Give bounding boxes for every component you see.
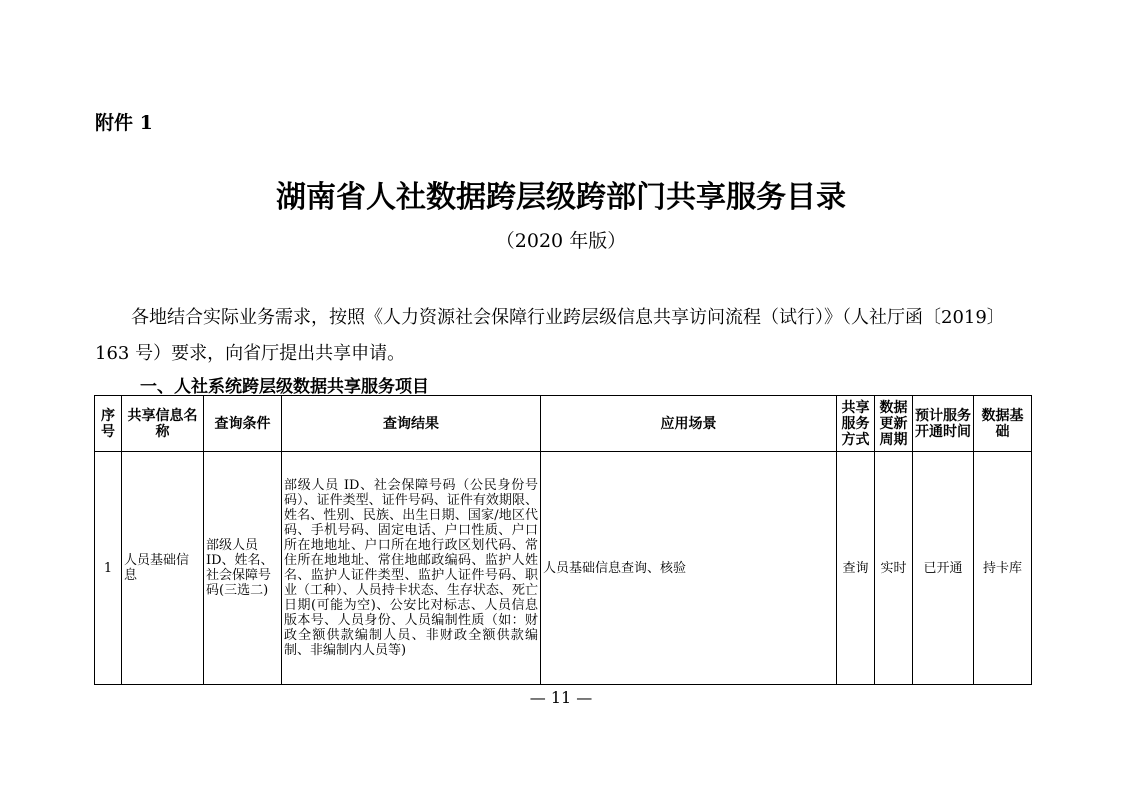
cell-method: 查询 [837, 452, 875, 685]
header-update: 数据更新周期 [875, 396, 913, 452]
document-subtitle: （2020 年版） [495, 230, 627, 252]
header-basis: 数据基础 [974, 396, 1032, 452]
table-header-row [95, 396, 1032, 452]
cell-result: 部级人员 ID、社会保障号码（公民身份号码）、证件类型、证件号码、证件有效期限、姓名、性别、民族、出生日期、国家/地区代码、手机号码、固定电话、户口性质、户口所在地地址、户口所在地行政区划代码、常住所在地地址、常住地邮政编码、监护人姓名、监护人证件类型、监护人证件号码、职业（工种）、人员持卡状态、生存状态、死亡日期(可能为空)、公安比对标志、人员信息版本号、人员身份、人员编制性质（如：财政全额供款编制人员、非财政全额供款编制、非编制内人员等) [282, 452, 541, 685]
intro-paragraph: 各地结合实际业务需求，按照《人力资源社会保障行业跨层级信息共享访问流程（试行）》（人社厅函〔2019〕163 号）要求，向省厅提出共享申请。 [95, 307, 1005, 364]
page-number: — 11 — [529, 688, 593, 707]
service-catalog-table [94, 395, 1032, 685]
cell-basis: 持卡库 [974, 452, 1032, 685]
header-name: 共享信息名称 [122, 396, 204, 452]
header-scenario: 应用场景 [541, 396, 837, 452]
attachment-label: 附件 1 [95, 112, 153, 134]
cell-query: 部级人员ID、姓名、社会保障号码(三选二) [204, 452, 282, 685]
header-method: 共享服务方式 [837, 396, 875, 452]
cell-name: 人员基础信息 [122, 452, 204, 685]
cell-open-time: 已开通 [913, 452, 974, 685]
header-index: 序号 [95, 396, 122, 452]
cell-update: 实时 [875, 452, 913, 685]
header-open-time: 预计服务开通时间 [913, 396, 974, 452]
header-result: 查询结果 [282, 396, 541, 452]
cell-index: 1 [95, 452, 122, 685]
document-title: 湖南省人社数据跨层级跨部门共享服务目录 [276, 180, 846, 215]
cell-scenario: 人员基础信息查询、核验 [541, 452, 837, 685]
table-row [95, 452, 1032, 685]
header-query: 查询条件 [204, 396, 282, 452]
section-heading: 一、人社系统跨层级数据共享服务项目 [140, 377, 429, 397]
